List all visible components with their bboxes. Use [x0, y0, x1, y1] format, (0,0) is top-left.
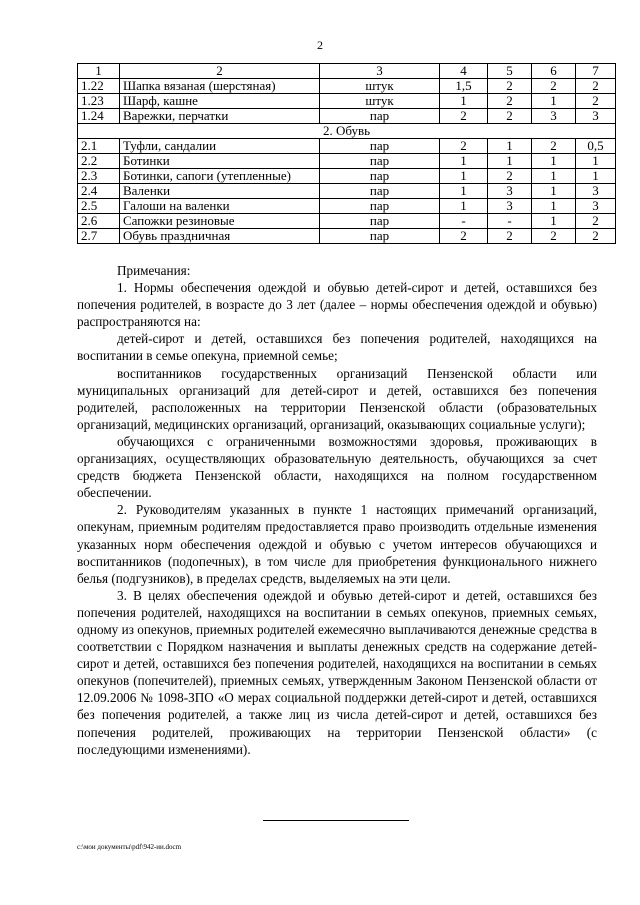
table-cell: 1	[532, 214, 576, 229]
table-row	[78, 109, 616, 124]
table-cell: 3	[576, 109, 616, 124]
table-row	[78, 229, 616, 244]
table-cell: 1	[488, 139, 532, 154]
table-cell: штук	[320, 94, 440, 109]
table-cell: 1	[532, 169, 576, 184]
table-cell: 2.5	[78, 199, 120, 214]
table-cell: 0,5	[576, 139, 616, 154]
table-cell: Варежки, перчатки	[120, 109, 320, 124]
table-row	[78, 79, 616, 94]
note-paragraph: воспитанников государственных организаций Пензенской области или муниципальных организаций для детей-сирот и детей, оставшихся без попечения родителей, расположенных на территории Пензенской области (образовательных организаций, медицинских организаций, организаций, оказывающих социальные услуги);	[77, 365, 597, 432]
notes-heading: Примечания:	[117, 263, 191, 278]
table-header-row	[78, 64, 616, 79]
table-cell: пар	[320, 229, 440, 244]
table-cell: 2	[532, 79, 576, 94]
table-cell: 1.22	[78, 79, 120, 94]
table-row	[78, 184, 616, 199]
table-row	[78, 154, 616, 169]
table-cell: 2	[488, 169, 532, 184]
table-cell: Ботинки, сапоги (утепленные)	[120, 169, 320, 184]
table-cell: 1.23	[78, 94, 120, 109]
table-cell: 2	[488, 94, 532, 109]
table-row	[78, 169, 616, 184]
table-cell: 3	[576, 184, 616, 199]
note-paragraph: детей-сирот и детей, оставшихся без попечения родителей, находящихся на воспитании в семье опекуна, приемной семье;	[77, 331, 597, 364]
table-cell: 1	[576, 169, 616, 184]
table-header-cell: 6	[532, 64, 576, 79]
table-header-cell: 7	[576, 64, 616, 79]
table-cell: 1	[440, 169, 488, 184]
table-cell: штук	[320, 79, 440, 94]
table-cell: 3	[576, 199, 616, 214]
footer-file-path: c:\мои документы\pdf\942-ии.docm	[77, 843, 182, 851]
table-cell: 2	[488, 109, 532, 124]
table-cell: пар	[320, 109, 440, 124]
table-row	[78, 139, 616, 154]
page-number: 2	[317, 38, 323, 52]
table-cell: -	[488, 214, 532, 229]
table-cell: пар	[320, 169, 440, 184]
table-row	[78, 199, 616, 214]
table-cell: 2.2	[78, 154, 120, 169]
table-cell: 1	[532, 94, 576, 109]
table-cell: 2	[576, 79, 616, 94]
table-cell: 1	[532, 154, 576, 169]
table-cell: 2	[532, 139, 576, 154]
table-cell: 1	[440, 199, 488, 214]
table-header-cell: 1	[78, 64, 120, 79]
table-header-cell: 2	[120, 64, 320, 79]
note-paragraph: 3. В целях обеспечения одеждой и обувью детей-сирот и детей, оставшихся без попечения родителей, находящихся на воспитании в семьях опекунов, приемных семьях, одному из опекунов, приемных родителей ежемесячно выплачиваются денежные средства в соответствии с Порядком назначения и выплаты денежных средств на содержание детей-сирот и детей, оставшихся без попечения родителей, находящихся на воспитании в семьях опекунов (попечителей), приемных семьях, утвержденным Законом Пензенской области от 12.09.2006 № 1098-ЗПО «О мерах социальной поддержки детей-сирот и детей, оставшихся без попечения родителей, а также лиц из числа детей-сирот и детей, оставшихся без попечения родителей, проживающих на территории Пензенской области» (с последующими изменениями).	[77, 587, 597, 757]
table-cell: 2.4	[78, 184, 120, 199]
table-header-cell: 5	[488, 64, 532, 79]
table-cell: 2.6	[78, 214, 120, 229]
note-paragraph: 1. Нормы обеспечения одеждой и обувью детей-сирот и детей, оставшихся без попечения родителей, в возрасте до 3 лет (далее – нормы обеспечения одеждой и обувью) распространяются на:	[77, 280, 597, 330]
table-cell: 2.1	[78, 139, 120, 154]
table-cell: 1	[532, 199, 576, 214]
table-cell: -	[440, 214, 488, 229]
clothing-norms-table	[77, 63, 616, 244]
table-cell: пар	[320, 139, 440, 154]
table-cell: Шарф, кашне	[120, 94, 320, 109]
table-cell: 3	[488, 199, 532, 214]
table-cell: 2.3	[78, 169, 120, 184]
table-cell: 2	[488, 79, 532, 94]
table-cell: 2.7	[78, 229, 120, 244]
table-cell: 1	[440, 94, 488, 109]
table-cell: 3	[488, 184, 532, 199]
table-cell: 2	[440, 109, 488, 124]
table-cell: 2	[532, 229, 576, 244]
table-cell: Обувь праздничная	[120, 229, 320, 244]
table-cell: 2	[440, 229, 488, 244]
table-cell: 2	[576, 94, 616, 109]
table-cell: пар	[320, 214, 440, 229]
table-cell: 1.24	[78, 109, 120, 124]
closing-rule	[263, 820, 409, 821]
note-paragraph: обучающихся с ограниченными возможностями здоровья, проживающих в организациях, осуществляющих образовательную деятельность, обучающихся за счет средств бюджета Пензенской области, находящихся на полном государственном обеспечении.	[77, 433, 597, 501]
table-row	[78, 94, 616, 109]
table-cell: Туфли, сандалии	[120, 139, 320, 154]
table-cell: 1,5	[440, 79, 488, 94]
table-row	[78, 214, 616, 229]
table-cell: пар	[320, 184, 440, 199]
notes-section	[77, 262, 597, 758]
table-cell: пар	[320, 199, 440, 214]
note-paragraph: 2. Руководителям указанных в пункте 1 настоящих примечаний организаций, опекунам, приемным родителям предоставляется право производить отдельные изменения указанных норм обеспечения одеждой и обувью с учетом интересов обучающихся и воспитанников (подопечных), в том числе для приобретения функционального нижнего белья (подгузников), в пределах средств, выделяемых на эти цели.	[77, 502, 597, 586]
table-cell: 2	[576, 229, 616, 244]
section-row	[78, 124, 616, 139]
table-header-cell: 4	[440, 64, 488, 79]
table-cell: 2	[488, 229, 532, 244]
table-header-cell: 3	[320, 64, 440, 79]
table-cell: Ботинки	[120, 154, 320, 169]
table-cell: Валенки	[120, 184, 320, 199]
table-cell: 1	[440, 154, 488, 169]
table-cell: пар	[320, 154, 440, 169]
table-cell: 1	[532, 184, 576, 199]
table-cell: 2	[576, 214, 616, 229]
table-cell: Шапка вязаная (шерстяная)	[120, 79, 320, 94]
table-cell: 2	[440, 139, 488, 154]
table-cell: 3	[532, 109, 576, 124]
section-title: 2. Обувь	[78, 124, 616, 139]
table-cell: Сапожки резиновые	[120, 214, 320, 229]
table-cell: 1	[440, 184, 488, 199]
table-cell: 1	[488, 154, 532, 169]
table-cell: Галоши на валенки	[120, 199, 320, 214]
table-cell: 1	[576, 154, 616, 169]
